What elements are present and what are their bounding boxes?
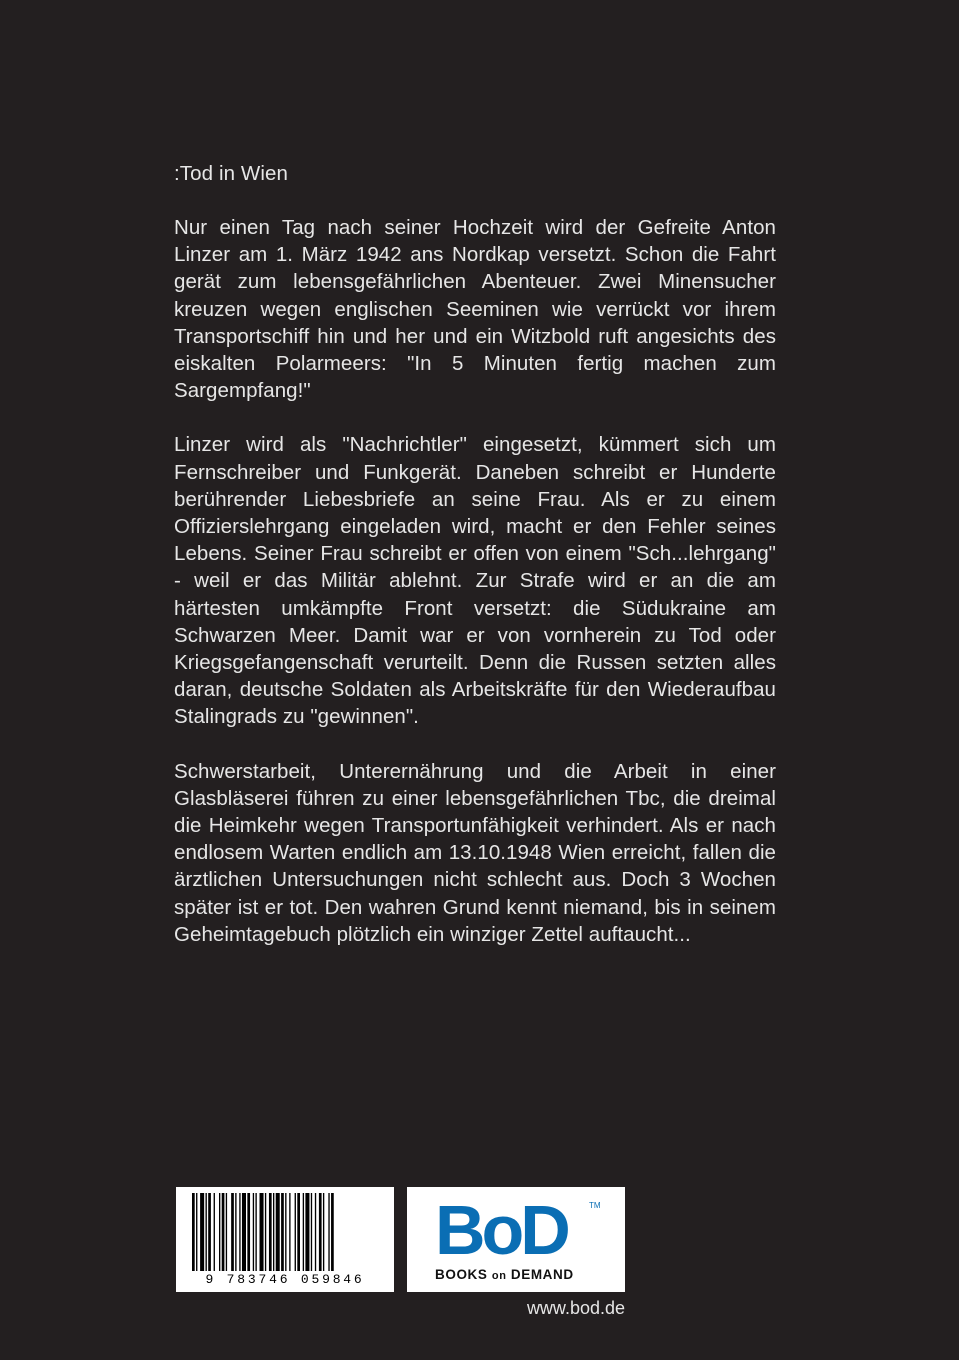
isbn-digits: 9 783746 059846 bbox=[205, 1272, 365, 1287]
publisher-logo bbox=[407, 1187, 625, 1292]
isbn-barcode bbox=[176, 1187, 394, 1292]
publisher-url: www.bod.de bbox=[526, 1298, 625, 1318]
blurb-paragraph-1: Nur einen Tag nach seiner Hochzeit wird der Gefreite Anton Linzer am 1. März 1942 ans Nordkap versetzt. Schon die Fahrt gerät zum lebensgefährlichen Abenteuer. Zwei Minensucher kreuzen wegen englischen Seeminen wie verrückt vor ihrem Transportschiff hin und her und ein Witzbold ruft angesichts des eiskalten Polarmeers: "In 5 Minuten fertig machen zum Sargempfang!" bbox=[174, 216, 776, 403]
book-title: :Tod in Wien bbox=[174, 162, 288, 185]
books-label: BOOKS bbox=[435, 1267, 488, 1282]
bod-logo-text: BoD bbox=[435, 1191, 567, 1269]
on-label: on bbox=[491, 1270, 507, 1282]
trademark-mark: TM bbox=[589, 1201, 601, 1210]
back-cover-text bbox=[174, 160, 776, 975]
blurb-paragraph-2: Linzer wird als "Nachrichtler" eingesetzt, kümmert sich um Fernschreiber und Funkgerät. Daneben schreibt er Hunderte berührender Liebesbriefe an seine Frau. Als er zu einem Offizierslehrgang eingeladen wird, macht er den Fehler seines Lebens. Seiner Frau schreibt er offen von einem "Sch...lehrgang" - weil er das Militär ablehnt. Zur Strafe wird er an die am härtesten umkämpfte Front versetzt: die Südukraine am Schwarzen Meer. Damit war er von vornherein zu Tod oder Kriegsgefangenschaft verurteilt. Denn die Russen setzten alles daran, deutsche Soldaten als Arbeitskräfte für den Wiederaufbau Stalingrads zu "gewinnen". bbox=[174, 433, 776, 729]
blurb-paragraph-3: Schwerstarbeit, Unterernährung und die Arbeit in einer Glasbläserei führen zu einer lebensgefährlichen Tbc, die dreimal die Heimkehr wegen Transportunfähigkeit verhindert. Als er nach endlosem Warten endlich am 13.10.1948 Wien erreicht, fallen die ärztlichen Untersuchungen nicht schlecht aus. Doch 3 Wochen später ist er tot. Den wahren Grund kennt niemand, bis in seinem Geheimtagebuch plötzlich ein winziger Zettel auftaucht... bbox=[174, 759, 776, 946]
books-on-demand-label bbox=[435, 1267, 574, 1282]
demand-label: DEMAND bbox=[510, 1267, 574, 1282]
barcode-bars-icon bbox=[176, 1187, 394, 1275]
